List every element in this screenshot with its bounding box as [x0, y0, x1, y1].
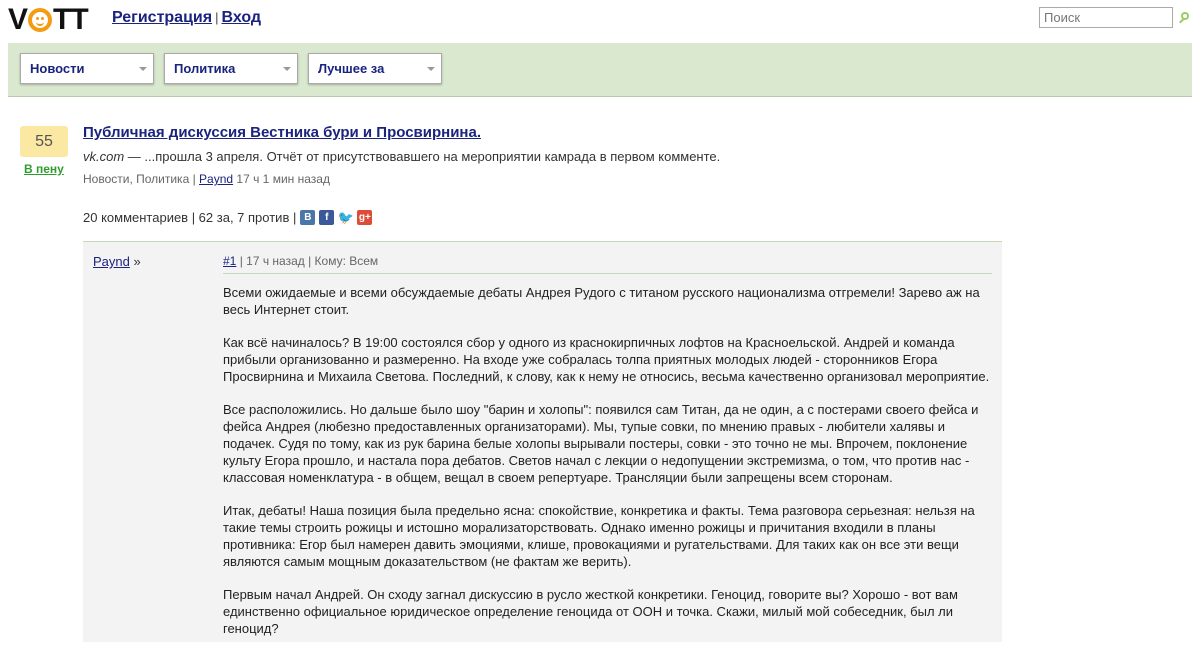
best-of-dropdown[interactable]	[308, 53, 442, 84]
comment-paragraph: Всеми ожидаемые и всеми обсуждаемые дебаты Андрея Рудого с титаном русского национализма отгремели! Зарево аж на весь Интернет стоит.	[223, 285, 980, 317]
post-time: 17 ч 1 мин назад	[233, 172, 330, 186]
search-box	[1039, 7, 1191, 28]
comment-header	[223, 254, 992, 274]
chevron-down-icon	[139, 67, 147, 71]
google-plus-icon[interactable]: g+	[358, 212, 371, 223]
comment-author-suffix: »	[129, 254, 141, 269]
logo-letters-tt: TT	[53, 3, 88, 36]
topic-dropdown[interactable]	[164, 53, 298, 84]
comment-paragraph: Итак, дебаты! Наша позиция была предельно ясна: спокойствие, конкретика и факты. Тема разговора серьезная: нельзя на такие темы строить рожицы и истошно морализаторствовать. Однако именно рожицы и причитания входили в планы противника: Егор был намерен давить эмоциями, клише, провокациями и ругательствами. Для таких как он все эти вещи являются самым мощным доказательством (не фактам же верить).	[223, 503, 975, 569]
smiley-logo-icon	[28, 8, 52, 32]
chevron-down-icon	[427, 67, 435, 71]
post-stats-text: 20 комментариев | 62 за, 7 против |	[83, 210, 297, 225]
post-meta	[83, 172, 330, 186]
comment	[83, 241, 1002, 642]
comment-number-link[interactable]: #1	[223, 254, 237, 268]
logo-letter-v: V	[8, 3, 28, 36]
login-link[interactable]: Вход	[221, 9, 262, 26]
category-dropdown[interactable]	[20, 53, 154, 84]
topic-dropdown-label: Политика	[174, 61, 236, 76]
source-domain: vk.com	[83, 149, 125, 164]
post-title-link[interactable]: Публичная дискуссия Вестника бури и Просвирнина.	[83, 124, 482, 141]
post-author-link[interactable]: Paynd	[199, 172, 234, 186]
chevron-down-icon	[283, 67, 291, 71]
register-link[interactable]: Регистрация	[112, 9, 213, 26]
search-icon[interactable]	[1179, 12, 1191, 24]
comment-paragraph: Первым начал Андрей. Он сходу загнал дискуссию в русло жесткой конкретики. Геноцид, говорите вы? Хорошо - вот вам единственно официальное юридическое определение геноцида от ООН и точка. Скажи, милый мой собеседник, был ли геноцид?	[223, 587, 958, 636]
twitter-icon[interactable]: 🐦	[337, 209, 354, 225]
category-dropdown-label: Новости	[30, 61, 85, 76]
comment-body	[223, 284, 992, 653]
filter-bar	[8, 43, 1192, 97]
post-source	[83, 149, 720, 164]
search-input[interactable]	[1039, 7, 1173, 28]
share-icons	[300, 210, 372, 225]
comment-meta: | 17 ч назад | Кому: Всем	[236, 254, 379, 268]
facebook-icon[interactable]: f	[319, 210, 334, 225]
source-description: — ...прошла 3 апреля. Отчёт от присутствовавшего на мероприятии камрада в первом комменте.	[124, 149, 721, 164]
post-categories: Новости, Политика |	[83, 172, 200, 186]
comment-paragraph: Все расположились. Но дальше было шоу "барин и холопы": появился сам Титан, да не один, а с постерами своего фейса и фейса Андрея (любезно предоставленных организаторами). Мы, тупые совки, по мнению правых - любители халявы и подачек. Судя по тому, как из рук барина белые холопы вырывали постеры, совки - это точно не мы. Впрочем, поклонение культу Егора прошло, и настала пора дебатов. Светов начал с лекции о недопущении экстремизма, о том, что против нас - классовая номенклатура - в общем, вещал в своем репертуаре. Трансляции были запрещены всем сторонам.	[223, 402, 979, 485]
site-logo[interactable]	[8, 4, 88, 36]
post-stats	[83, 210, 372, 225]
comment-author-link[interactable]: Paynd	[93, 254, 130, 269]
penalty-link[interactable]: В пену	[24, 162, 64, 176]
auth-separator: |	[215, 10, 219, 25]
comment-author	[93, 254, 141, 269]
best-of-dropdown-label: Лучшее за	[318, 61, 385, 76]
vk-icon[interactable]: В	[300, 210, 315, 225]
post-score: 55	[20, 126, 68, 157]
comment-paragraph: Как всё начиналось? В 19:00 состоялся сбор у одного из краснокирпичных лофтов на Красноельской. Андрей и команда прибыли организованно и размеренно. На входе уже собралась толпа приятных молодых людей - сторонников Егора Просвирнина и Михаила Светова. Последний, к слову, как к нему не относись, весьма качественно организовал мероприятие.	[223, 335, 990, 384]
auth-links	[112, 9, 261, 27]
